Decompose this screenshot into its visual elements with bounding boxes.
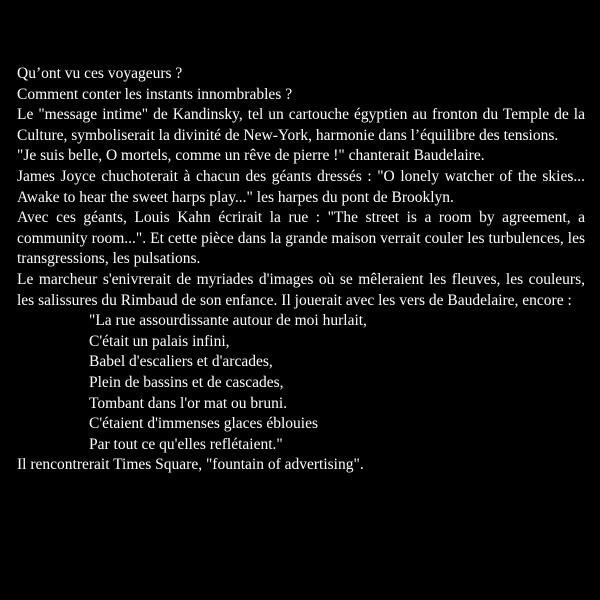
poem-line: C'était un palais infini,	[89, 332, 230, 350]
poem-line: Babel d'escaliers et d'arcades,	[89, 353, 273, 371]
poem-line: Tombant dans l'or mat ou bruni.	[89, 394, 288, 412]
paragraph-kahn: Avec ces géants, Louis Kahn écrirait la rue : "The street is a room by agreement, a community room...". Et cette pièce dans la grande maison verrait couler les turbulences, les transgressions, les pulsations.	[17, 209, 585, 268]
poem-line: "La rue assourdissante autour de moi hurlait,	[89, 312, 367, 330]
poem-line: Plein de bassins et de cascades,	[89, 373, 284, 391]
poem-line: Par tout ce qu'elles reflétaient."	[89, 435, 283, 453]
paragraph-marcheur: Le marcheur s'enivrerait de myriades d'images où se mêleraient les fleuves, les couleurs, les salissures du Rimbaud de son enfance. Il jouerait avec les vers de Baudelaire, encore :	[17, 270, 585, 309]
paragraph-question-1: Qu’ont vu ces voyageurs ?	[17, 65, 183, 82]
text-block	[17, 64, 585, 476]
paragraph-times-square: Il rencontrerait Times Square, "fountain of advertising".	[17, 456, 364, 474]
paragraph-baudelaire-quote: "Je suis belle, O mortels, comme un rêve de pierre !" chanterait Baudelaire.	[17, 147, 485, 165]
paragraph-kandinsky: Le "message intime" de Kandinsky, tel un cartouche égyptien au fronton du Temple de la Culture, symboliserait la divinité de New-York, harmonie dans l’équilibre des tensions.	[17, 106, 585, 144]
paragraph-question-2: Comment conter les instants innombrables ?	[17, 85, 293, 103]
paragraph-joyce: James Joyce chuchoterait à chacun des géants dressés : "O lonely watcher of the skies... Awake to hear the sweet harps play..." les harpes du pont de Brooklyn.	[17, 167, 585, 206]
poem-line: C'étaient d'immenses glaces éblouies	[89, 415, 318, 433]
poem-quote	[17, 311, 585, 455]
